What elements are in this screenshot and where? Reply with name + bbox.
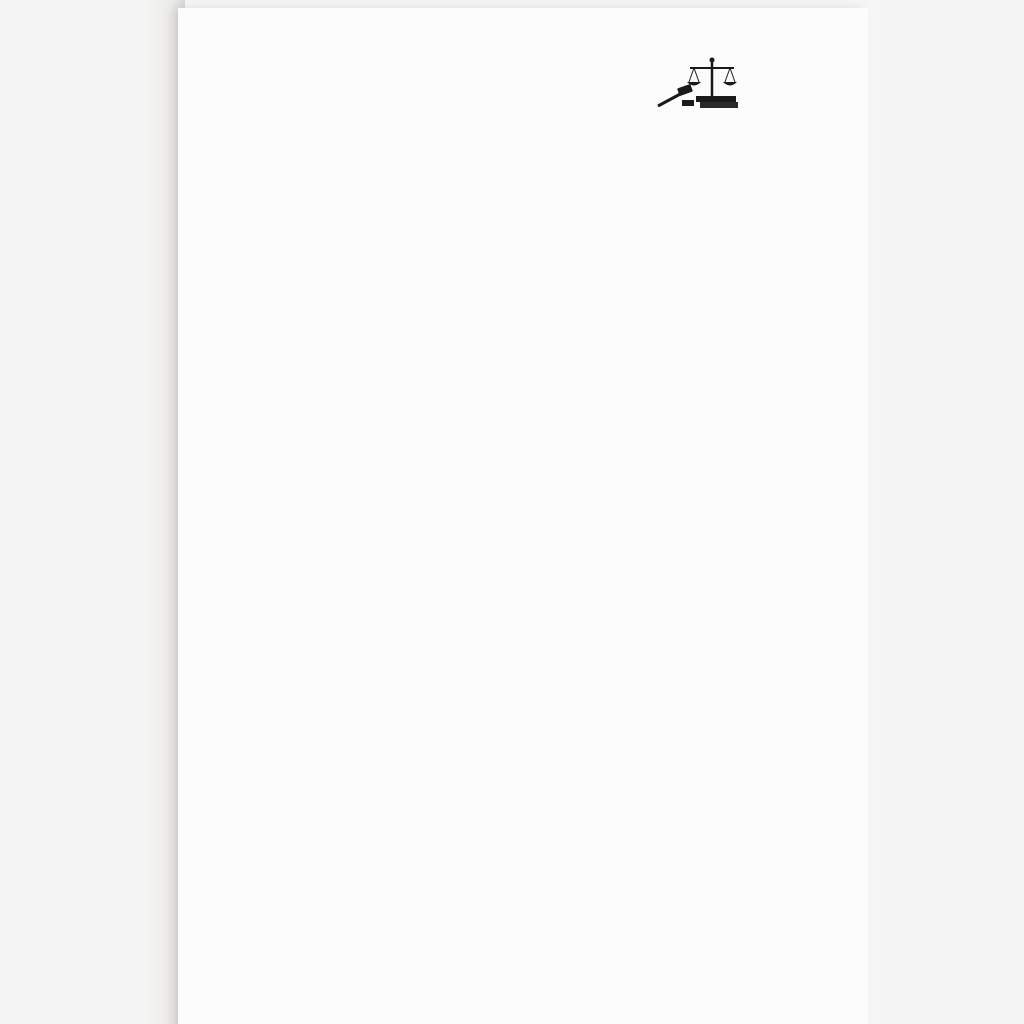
background-right [880,0,1024,1024]
background-left [0,0,145,1024]
book-page [178,8,868,1024]
scales-of-justice-icon [656,56,740,110]
